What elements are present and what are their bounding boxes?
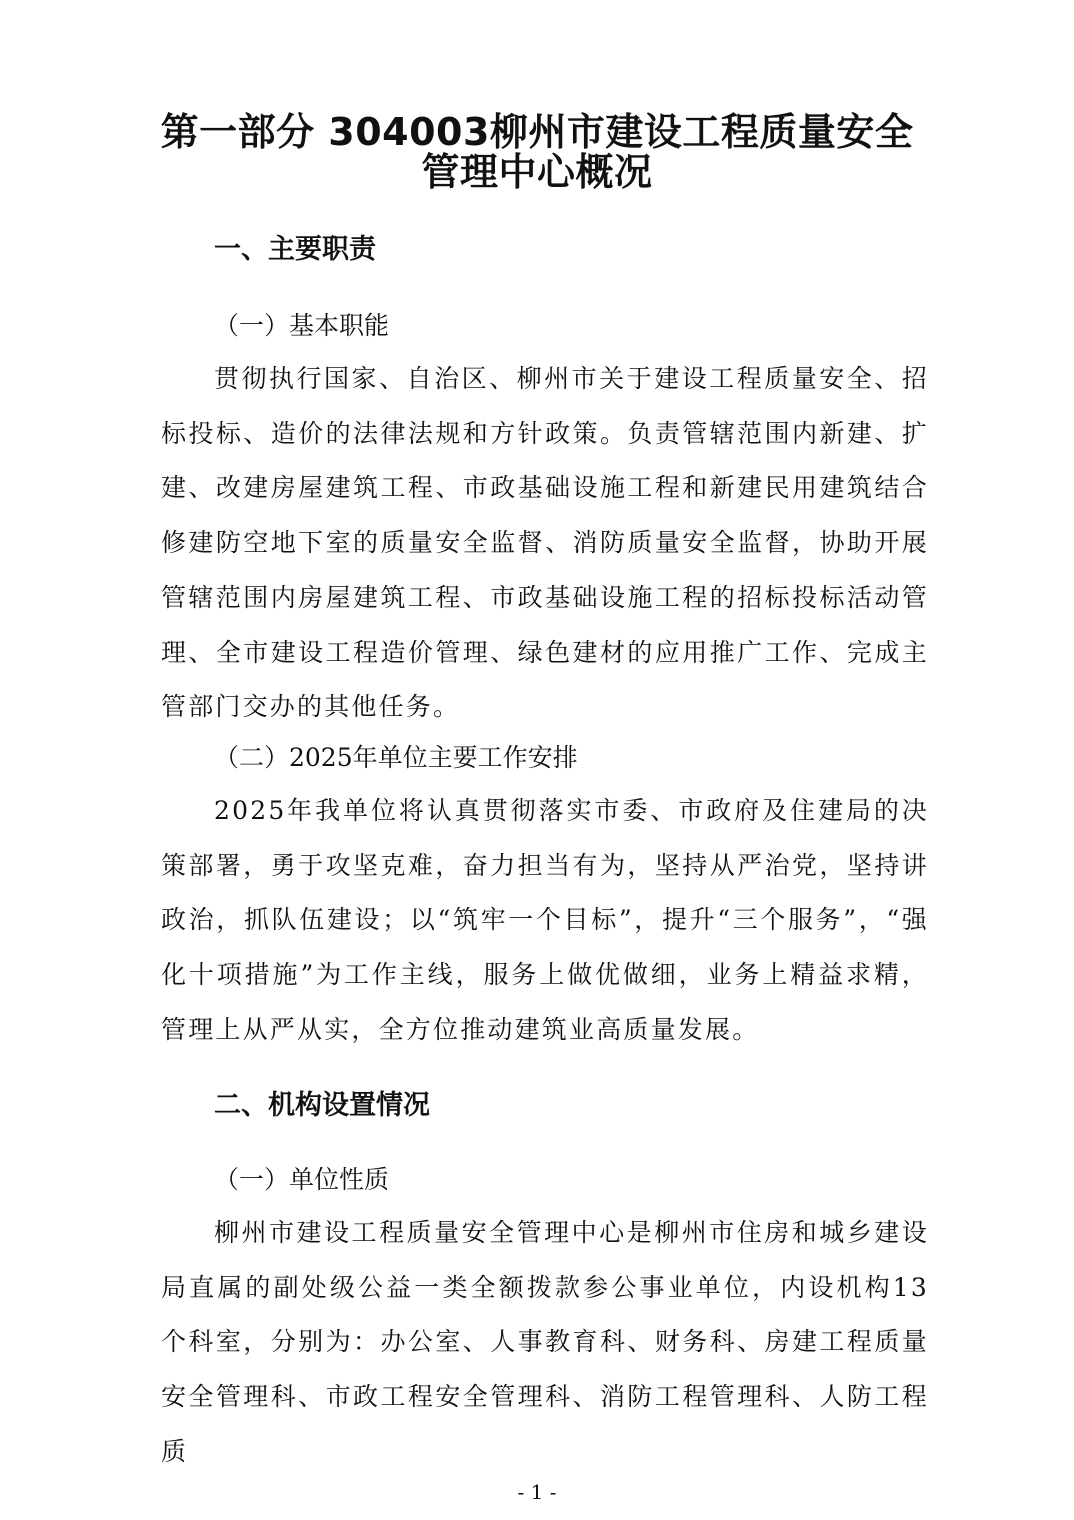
subheading-work-plan-2025: （二）2025年单位主要工作安排 [214, 743, 578, 772]
subheading-basic-functions: （一）基本职能 [214, 311, 390, 340]
document-title-line-2: 管理中心概况 [421, 150, 653, 194]
section-heading-organization: 二、机构设置情况 [214, 1090, 430, 1121]
document-title-line-1: 第一部分 304003柳州市建设工程质量安全 [160, 110, 914, 154]
paragraph-work-plan-2025: 2025年我单位将认真贯彻落实市委、市政府及住建局的决策部署，勇于攻坚克难，奋力担当有为，坚持从严治党，坚持讲政治，抓队伍建设；以“筑牢一个目标”，提升“三个服务”，“强化十项措施”为工作主线，服务上做优做细，业务上精益求精，管理上从严从实，全方位推动建筑业高质量发展。 [161, 796, 929, 1044]
paragraph-basic-functions: 贯彻执行国家、自治区、柳州市关于建设工程质量安全、招标投标、造价的法律法规和方针政策。负责管辖范围内新建、扩建、改建房屋建筑工程、市政基础设施工程和新建民用建筑结合修建防空地下室的质量安全监督、消防质量安全监督，协助开展管辖范围内房屋建筑工程、市政基础设施工程的招标投标活动管理、全市建设工程造价管理、绿色建材的应用推广工作、完成主管部门交办的其他任务。 [161, 364, 929, 722]
page-number: - 1 - [517, 1480, 557, 1504]
subheading-unit-nature: （一）单位性质 [214, 1165, 390, 1194]
paragraph-unit-nature: 柳州市建设工程质量安全管理中心是柳州市住房和城乡建设局直属的副处级公益一类全额拨款参公事业单位，内设机构13个科室，分别为：办公室、人事教育科、财务科、房建工程质量安全管理科、市政工程安全管理科、消防工程管理科、人防工程质 [161, 1218, 929, 1466]
section-heading-main-duties: 一、主要职责 [214, 234, 376, 265]
